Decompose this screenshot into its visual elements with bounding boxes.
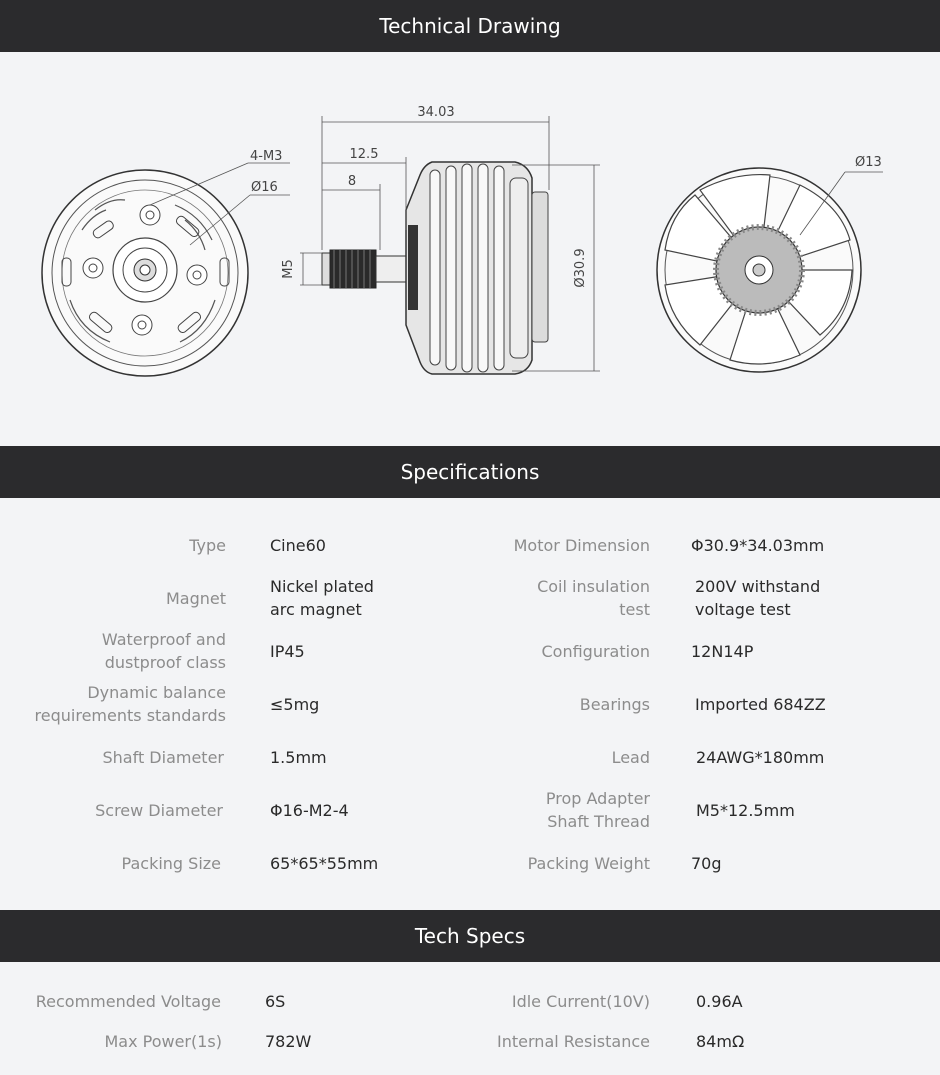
spec-label-screw-diameter: Screw Diameter — [95, 801, 223, 820]
dim-diameter-label: Ø30.9 — [573, 248, 588, 288]
technical-drawing — [0, 52, 940, 446]
tech-label-recommended-voltage: Recommended Voltage — [35, 992, 221, 1011]
specifications-table — [0, 498, 940, 910]
dim-length-label: 34.03 — [417, 105, 455, 120]
dim-holes-label: 4-M3 — [250, 149, 283, 164]
motor-front-view — [42, 149, 290, 376]
dim-m5-label: M5 — [281, 259, 296, 279]
spec-label-lead: Lead — [611, 748, 650, 767]
spec-value-type: Cine60 — [270, 536, 326, 555]
spec-value-screw-diameter: Φ16-M2-4 — [270, 801, 349, 820]
spec-value-waterproof: IP45 — [270, 642, 305, 661]
specifications-header — [0, 446, 940, 498]
spec-label-prop-adapter: Prop Adapter Shaft Thread — [545, 789, 650, 831]
spec-label-configuration: Configuration — [541, 642, 650, 661]
tech-value-idle-current: 0.96A — [696, 992, 743, 1011]
dim-hole-circle-label: Ø16 — [251, 180, 278, 195]
tech-specs-header — [0, 910, 940, 962]
tech-label-internal-resistance: Internal Resistance — [497, 1032, 650, 1051]
spec-value-coil-insulation: 200V withstand voltage test — [695, 577, 821, 619]
technical-drawing-title: Technical Drawing — [379, 14, 561, 38]
specifications-title: Specifications — [400, 460, 540, 484]
spec-value-magnet: Nickel plated arc magnet — [270, 577, 374, 619]
tech-label-max-power: Max Power(1s) — [104, 1032, 222, 1051]
tech-specs-title: Tech Specs — [414, 924, 526, 948]
spec-label-magnet: Magnet — [165, 589, 226, 608]
motor-drawing — [0, 52, 940, 446]
spec-value-shaft-diameter: 1.5mm — [270, 748, 327, 767]
spec-label-waterproof: Waterproof and dustproof class — [101, 630, 226, 672]
spec-value-packing-weight: 70g — [691, 854, 722, 873]
spec-value-lead: 24AWG*180mm — [696, 748, 825, 767]
tech-label-idle-current: Idle Current(10V) — [511, 992, 650, 1011]
motor-bottom-view — [657, 155, 883, 372]
spec-label-type: Type — [189, 536, 226, 555]
spec-label-shaft-diameter: Shaft Diameter — [102, 748, 224, 767]
spec-label-coil-insulation: Coil insulation test — [537, 577, 650, 619]
spec-label-dynamic-balance: Dynamic balance requirements standards — [34, 683, 226, 725]
dim-base-label: Ø13 — [855, 155, 882, 170]
technical-drawing-header — [0, 0, 940, 52]
spec-label-packing-weight: Packing Weight — [527, 854, 650, 873]
spec-value-dynamic-balance: ≤5mg — [270, 695, 320, 714]
spec-value-prop-adapter: M5*12.5mm — [696, 801, 795, 820]
tech-value-max-power: 782W — [265, 1032, 312, 1051]
tech-value-recommended-voltage: 6S — [265, 992, 286, 1011]
spec-label-bearings: Bearings — [579, 695, 650, 714]
spec-label-motor-dimension: Motor Dimension — [513, 536, 650, 555]
tech-value-internal-resistance: 84mΩ — [696, 1032, 745, 1051]
dim-shaft-total-label: 12.5 — [349, 147, 379, 162]
spec-value-packing-size: 65*65*55mm — [270, 854, 379, 873]
spec-value-bearings: Imported 684ZZ — [695, 695, 826, 714]
dim-shaft-thread-label: 8 — [347, 174, 357, 189]
spec-label-packing-size: Packing Size — [121, 854, 221, 873]
motor-side-view — [281, 105, 600, 374]
spec-value-configuration: 12N14P — [691, 642, 754, 661]
spec-value-motor-dimension: Φ30.9*34.03mm — [691, 536, 825, 555]
tech-specs-table — [0, 962, 940, 1075]
